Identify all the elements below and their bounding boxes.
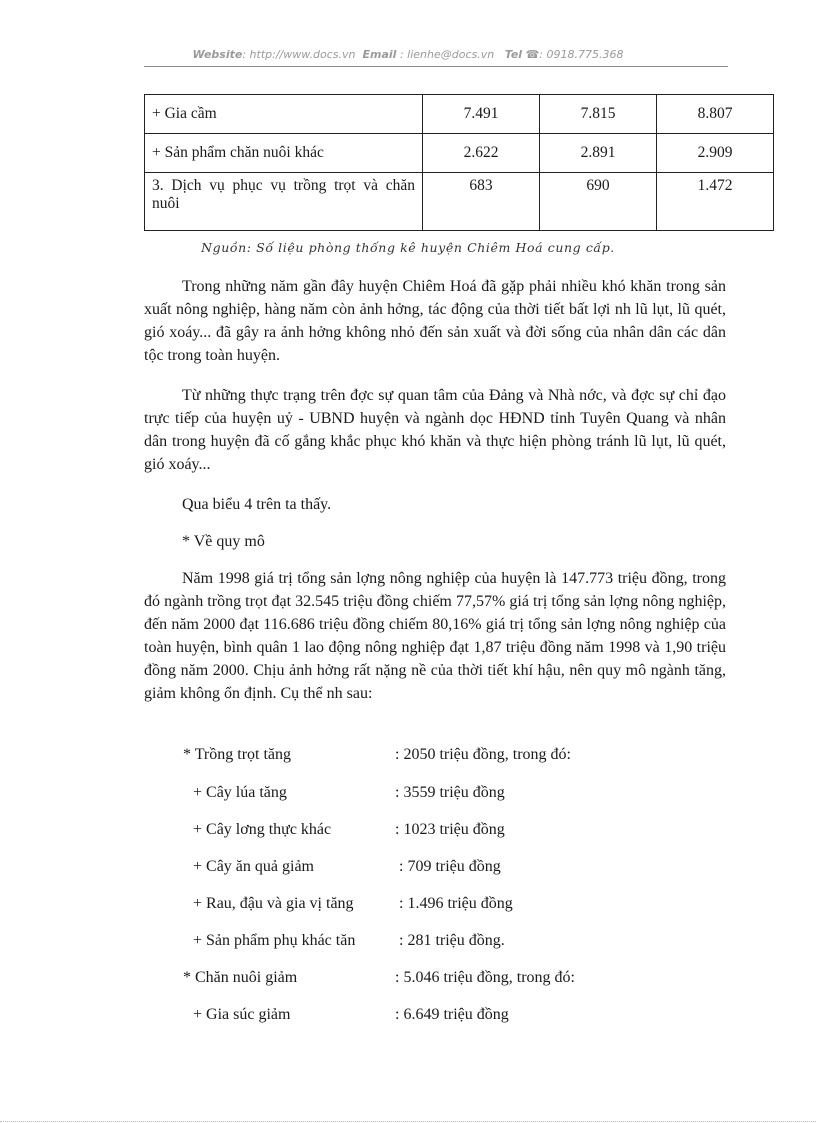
item-value: : 3559 triệu đồng — [395, 784, 505, 801]
row-label: 3. Dịch vụ phục vụ trồng trọt và chăn nuôi — [145, 173, 423, 231]
table-row — [145, 173, 774, 231]
paragraph: Qua biểu 4 trên ta thấy. — [182, 496, 332, 513]
item-value: : 2050 triệu đồng, trong đó: — [395, 746, 571, 763]
item-label: + Cây ăn quả giảm — [193, 858, 314, 875]
item-label: + Sản phẩm phụ khác tăn — [193, 932, 356, 949]
table-source-note: Nguồn: Số liệu phòng thống kê huyện Chiêm Hoá cung cấp. — [201, 240, 615, 255]
phone-icon: ☎ — [525, 48, 540, 61]
website-label: Website — [192, 48, 243, 61]
data-table — [144, 94, 774, 231]
item-label: + Cây lúa tăng — [193, 784, 287, 801]
item-label: * Trồng trọt tăng — [183, 746, 292, 763]
item-value: : 709 triệu đồng — [399, 858, 501, 875]
email-value: : lienhe@docs.vn — [399, 48, 495, 61]
row-label: + Sản phẩm chăn nuôi khác — [145, 134, 423, 173]
row-label: + Gia cầm — [145, 95, 423, 134]
item-label: + Cây lơng thực khác — [193, 821, 332, 838]
paragraph: Từ những thực trạng trên đợc sự quan tâm của Đảng và Nhà nớc, và đợc sự chỉ đạo trực tiếp của huyện uỷ - UBND huyện và ngành dọc HĐND tỉnh Tuyên Quang và nhân dân trong huyện đã cố gắng khắc phục khó khăn và thực hiện phòng tránh lũ lụt, lũ quét, gió xoáy... — [144, 387, 726, 473]
cell-value: 690 — [540, 173, 657, 231]
paragraph: Năm 1998 giá trị tổng sản lợng nông nghiệp của huyện là 147.773 triệu đồng, trong đó ngành trồng trọt đạt 32.545 triệu đồng chiếm 77,57% giá trị tổng sản lợng nông nghiệp, đến năm 2000 đạt 116.686 triệu đồng chiếm 80,16% giá trị tổng sản lợng nông nghiệp của toàn huyện, bình quân 1 lao động nông nghiệp đạt 1,87 triệu đồng năm 1998 và 1,90 triệu đồng năm 2000. Chịu ảnh hởng rất nặng nề của thời tiết khí hậu, nên quy mô ngành tăng, giảm không ổn định. Cụ thể nh sau: — [144, 570, 726, 702]
header-divider — [144, 66, 728, 67]
item-value: : 5.046 triệu đồng, trong đó: — [395, 969, 575, 986]
item-value: : 281 triệu đồng. — [399, 932, 505, 949]
email-label: Email — [362, 48, 397, 61]
item-value: : 1.496 triệu đồng — [399, 895, 513, 912]
page-bottom-border — [0, 1121, 816, 1122]
tel-label: Tel — [504, 48, 523, 61]
table-row — [145, 134, 774, 173]
cell-value: 8.807 — [657, 95, 774, 134]
cell-value: 2.622 — [423, 134, 540, 173]
item-value: : 1023 triệu đồng — [395, 821, 505, 838]
item-label: + Gia súc giảm — [193, 1006, 291, 1023]
item-label: + Rau, đậu và gia vị tăng — [193, 895, 354, 912]
cell-value: 7.491 — [423, 95, 540, 134]
website-value: : http://www.docs.vn — [242, 48, 356, 61]
tel-value: : 0918.775.368 — [539, 48, 624, 61]
item-label: * Chăn nuôi giảm — [183, 969, 298, 986]
table-row — [145, 95, 774, 134]
paragraph: Trong những năm gần đây huyện Chiêm Hoá đã gặp phải nhiều khó khăn trong sản xuất nông nghiệp, hàng năm còn ảnh hởng, tác động của thời tiết bất lợi nh lũ lụt, lũ quét, gió xoáy... đã gây ra ảnh hởng không nhỏ đến sản xuất và đời sống của nhân dân các dân tộc trong toàn huyện. — [144, 278, 726, 364]
cell-value: 2.891 — [540, 134, 657, 173]
cell-value: 7.815 — [540, 95, 657, 134]
section-heading: * Về quy mô — [182, 533, 265, 550]
cell-value: 2.909 — [657, 134, 774, 173]
item-value: : 6.649 triệu đồng — [395, 1006, 509, 1023]
cell-value: 683 — [423, 173, 540, 231]
page-header — [0, 48, 816, 61]
cell-value: 1.472 — [657, 173, 774, 231]
